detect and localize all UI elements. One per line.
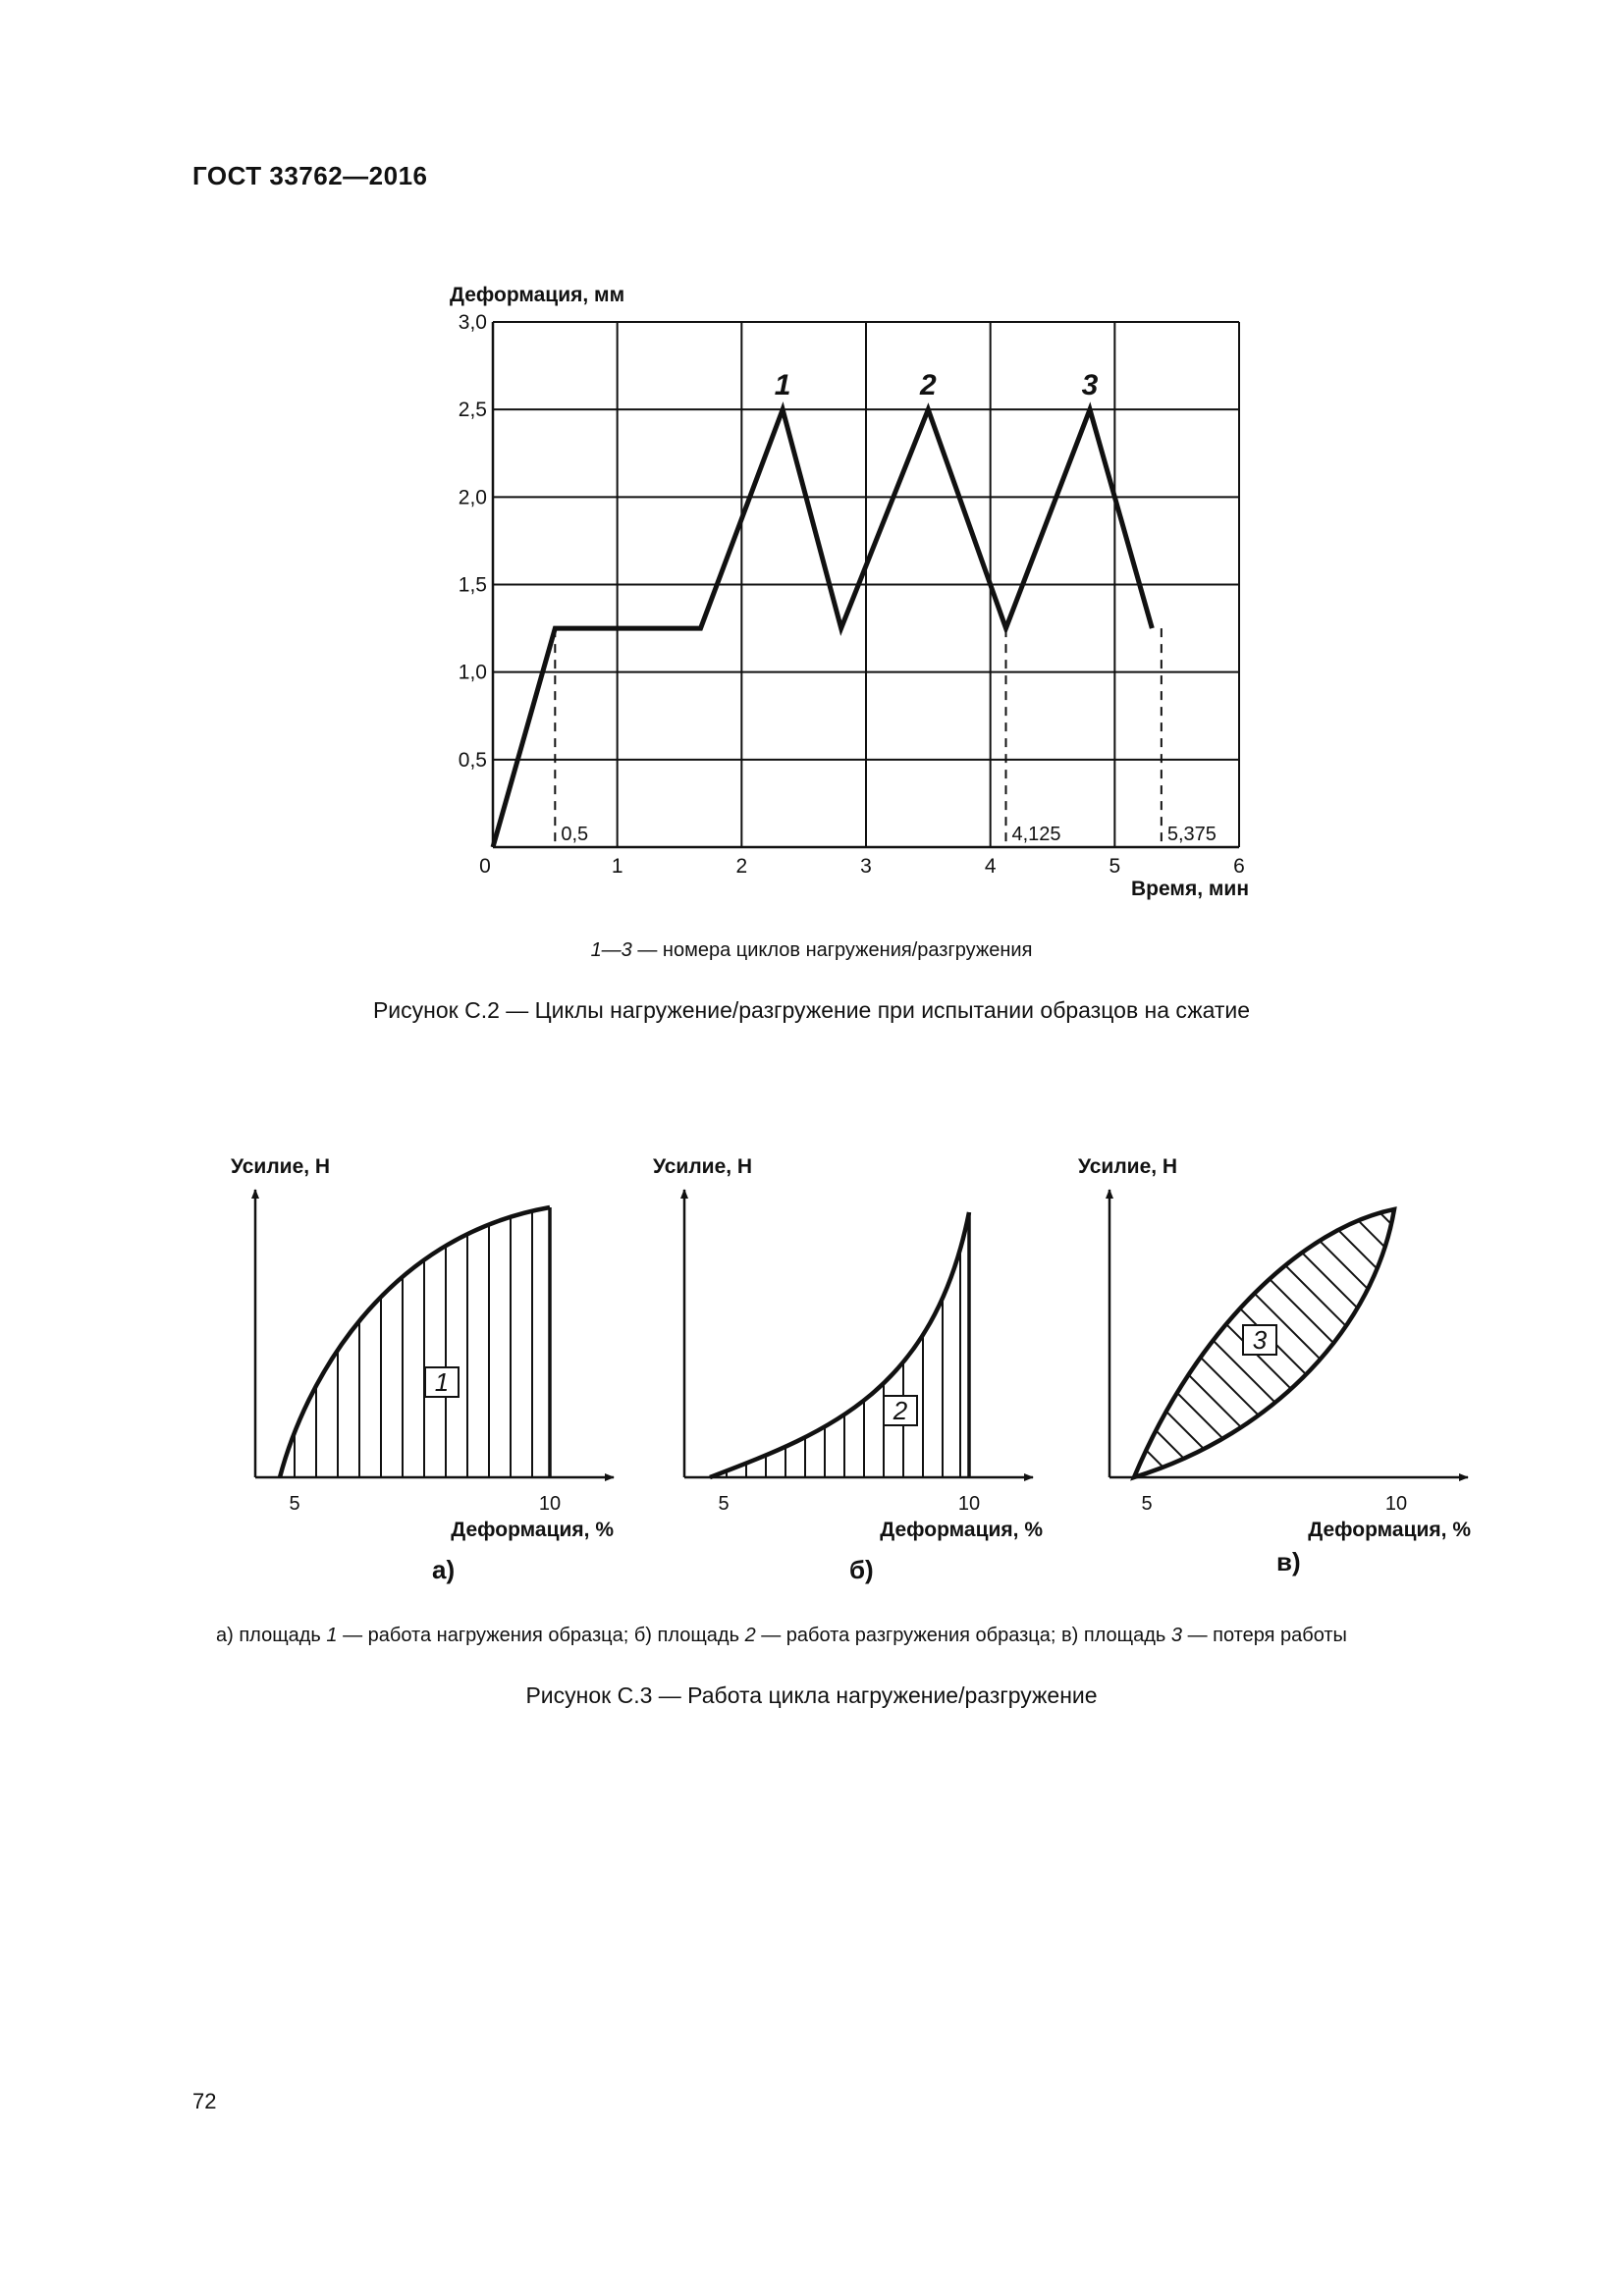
panel-c-label: в): [1276, 1547, 1301, 1576]
panel-a: [231, 1139, 614, 1584]
series-line: [493, 409, 1152, 847]
panel-c-xlabel: Деформация, %: [1308, 1519, 1471, 1541]
panel-a-loading-curve: [280, 1207, 550, 1477]
legend-area-number: 3: [1170, 1625, 1183, 1646]
panel-b-label: б): [849, 1555, 874, 1584]
x-tick-label: 6: [1233, 855, 1245, 878]
figure-c2-legend: [0, 939, 1623, 962]
panel-c-area-label: 3: [1252, 1325, 1268, 1355]
legend-part: — работа нагружения образца; б) площадь: [337, 1625, 745, 1646]
panel-b-xlabel: Деформация, %: [880, 1519, 1043, 1541]
panel-a-area-label: 1: [434, 1367, 450, 1397]
x-tick-label: 5: [1109, 855, 1121, 878]
panel-c-tick-10: 10: [1384, 1493, 1408, 1515]
legend-part: — потеря работы: [1182, 1625, 1347, 1646]
figure-c2-chart: [432, 270, 1296, 918]
y-tick-label: 1,5: [458, 573, 487, 597]
panel-c: [1078, 1139, 1512, 1576]
reference-lines: [555, 628, 1217, 847]
panel-a-label: а): [432, 1555, 456, 1584]
cycle-number-label: 3: [1081, 369, 1099, 402]
x-tick-label: 4: [984, 855, 997, 878]
reference-label: 4,125: [1011, 824, 1061, 845]
legend-part: а) площадь: [216, 1625, 327, 1646]
panel-a-ylabel: Усилие, Н: [231, 1155, 331, 1178]
y-axis-label: Деформация, мм: [450, 284, 625, 306]
figure-c3-legend: [216, 1625, 1347, 1647]
y-tick-label: 2,5: [458, 399, 487, 422]
panel-c-ylabel: Усилие, Н: [1078, 1155, 1178, 1178]
chart-grid: [493, 322, 1239, 847]
panel-b-tick-10: 10: [957, 1493, 981, 1515]
series-line-path: [493, 409, 1152, 847]
reference-label: 5,375: [1166, 824, 1217, 845]
panel-a-tick-5: 5: [289, 1493, 300, 1515]
panel-b-hatching: [727, 1139, 960, 1482]
y-tick-label: 3,0: [458, 311, 487, 334]
x-tick-label: 2: [735, 855, 748, 878]
x-tick-label: 0: [479, 855, 491, 878]
y-tick-label: 2,0: [458, 486, 487, 509]
figure-c2-caption: Рисунок С.2 — Циклы нагружение/разгружение при испытании образцов на сжатие: [372, 997, 1251, 1023]
cycle-number-label: 2: [919, 369, 937, 402]
figure-c3-diagrams: [196, 1139, 1512, 1600]
panel-b-ylabel: Усилие, Н: [653, 1155, 753, 1178]
panel-b-area-label: 2: [893, 1396, 908, 1425]
peak-labels: [775, 369, 1099, 401]
x-tick-label: 3: [860, 855, 872, 878]
panel-a-xlabel: Деформация, %: [451, 1519, 614, 1541]
legend-area-number: 2: [744, 1625, 756, 1646]
document-header: ГОСТ 33762—2016: [192, 161, 428, 190]
tick-labels: [459, 311, 1245, 878]
panel-a-tick-10: 10: [538, 1493, 562, 1515]
panel-c-hatching: [1109, 1139, 1512, 1482]
cycle-number-label: 1: [774, 369, 791, 402]
y-tick-label: 0,5: [458, 748, 487, 772]
panel-b-unloading-curve: [710, 1212, 969, 1477]
panel-b: [653, 1139, 1043, 1584]
legend-cycle-range: 1—3: [590, 939, 632, 961]
legend-part: — работа разгружения образца; в) площадь: [755, 1625, 1171, 1646]
legend-text: — номера циклов нагружения/разгружения: [631, 939, 1033, 961]
page-number: 72: [192, 2089, 217, 2113]
panel-b-tick-5: 5: [718, 1493, 730, 1515]
x-tick-label: 1: [611, 855, 623, 878]
figure-c3-caption: Рисунок С.3 — Работа цикла нагружение/разгружение: [525, 1682, 1098, 1708]
panel-a-hatching: [295, 1139, 532, 1482]
panel-c-tick-5: 5: [1141, 1493, 1153, 1515]
reference-label: 0,5: [561, 824, 589, 845]
x-axis-label: Время, мин: [1131, 878, 1249, 900]
y-tick-label: 1,0: [458, 661, 487, 684]
legend-area-number: 1: [326, 1625, 338, 1646]
